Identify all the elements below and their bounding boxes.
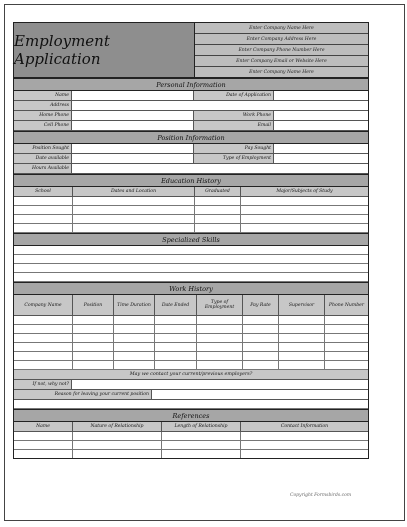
table-row[interactable]	[14, 224, 368, 233]
form-row	[14, 101, 368, 111]
date-of-application-label: Date of Application	[194, 91, 274, 100]
column-header: Name	[14, 422, 73, 431]
if-not-why-field[interactable]	[72, 380, 368, 389]
work-phone-field[interactable]	[274, 111, 368, 120]
name-label: Name	[14, 91, 72, 100]
column-header: Contact Information	[280, 424, 329, 429]
company-line[interactable]: Enter Company Name Here	[195, 23, 368, 34]
table-row[interactable]	[14, 334, 368, 343]
type-of-employment-field[interactable]	[274, 154, 368, 163]
table-row[interactable]	[14, 432, 368, 441]
company-line[interactable]: Enter Company Phone Number Here	[195, 45, 368, 56]
section-work-history: Work History	[14, 282, 368, 295]
reason-for-leaving-field[interactable]	[152, 390, 368, 399]
title-box	[14, 23, 195, 77]
column-header: Graduated	[195, 187, 241, 196]
table-row[interactable]	[14, 343, 368, 352]
form-title: Employment Application	[14, 32, 110, 68]
table-row[interactable]	[14, 215, 368, 224]
cell-phone-label: Cell Phone	[14, 121, 72, 130]
column-header: Supervisor	[279, 295, 325, 315]
form-row	[14, 164, 368, 174]
section-education-history: Education History	[14, 174, 368, 187]
section-specialized-skills: Specialized Skills	[14, 233, 368, 246]
name-field[interactable]	[72, 91, 194, 100]
date-of-application-field[interactable]	[274, 91, 368, 100]
form-header	[14, 23, 368, 78]
home-phone-field[interactable]	[72, 111, 194, 120]
column-header: Date Ended	[155, 295, 197, 315]
form-row	[14, 91, 368, 101]
column-header: Position	[73, 295, 114, 315]
reason-for-leaving-label: Reason for leaving your current position	[14, 390, 152, 399]
table-row[interactable]	[14, 441, 368, 450]
form-row	[14, 380, 368, 390]
company-line[interactable]: Enter Company Email or Website Here	[195, 56, 368, 67]
skills-line[interactable]	[14, 246, 368, 255]
column-header: Length of Relationship	[162, 422, 241, 431]
employment-form	[13, 22, 369, 459]
address-label: Address	[14, 101, 72, 110]
date-available-field[interactable]	[72, 154, 194, 163]
email-field[interactable]	[274, 121, 368, 130]
home-phone-label: Home Phone	[14, 111, 72, 120]
form-row	[14, 144, 368, 154]
type-of-employment-label: Type of Employment	[194, 154, 274, 163]
section-references: References	[14, 409, 368, 422]
skills-line[interactable]	[14, 255, 368, 264]
education-column-headers	[14, 187, 368, 197]
skills-line[interactable]	[14, 273, 368, 282]
work-column-headers	[14, 295, 368, 316]
copyright-footer: Copyright Formsbirds.com	[290, 493, 352, 498]
address-field[interactable]	[72, 101, 368, 110]
table-row[interactable]	[14, 197, 368, 206]
cell-phone-field[interactable]	[72, 121, 194, 130]
work-phone-label: Work Phone	[194, 111, 274, 120]
date-available-label: Date available	[14, 154, 72, 163]
table-row[interactable]	[14, 450, 368, 458]
table-row[interactable]	[14, 316, 368, 325]
pay-sought-field[interactable]	[274, 144, 368, 153]
column-header: School	[14, 187, 73, 196]
position-sought-label: Position Sought	[14, 144, 72, 153]
hours-available-label: Hours Available	[14, 164, 72, 173]
skills-line[interactable]	[14, 264, 368, 273]
column-header: Pay Rate	[243, 295, 279, 315]
form-row	[14, 390, 368, 400]
table-row[interactable]	[14, 325, 368, 334]
column-header: Dates and Location	[73, 187, 195, 196]
table-row[interactable]	[14, 206, 368, 215]
pay-sought-label: Pay Sought	[194, 144, 274, 153]
references-column-headers	[14, 422, 368, 432]
column-header: Nature of Relationship	[73, 422, 162, 431]
table-row[interactable]	[14, 361, 368, 370]
contact-employers-question: May we contact your current/previous employers?	[14, 370, 368, 380]
hours-available-field[interactable]	[72, 164, 368, 173]
column-header: Company Name	[14, 295, 73, 315]
column-header: Type of Employment	[197, 295, 243, 315]
table-row[interactable]	[14, 352, 368, 361]
company-info-lines	[195, 23, 368, 77]
form-row	[14, 154, 368, 164]
company-line[interactable]: Enter Company Address Here	[195, 34, 368, 45]
section-position-information: Position Information	[14, 131, 368, 144]
column-header: Major/Subjects of Study	[276, 189, 333, 194]
form-row	[14, 121, 368, 131]
section-personal-information: Personal Information	[14, 78, 368, 91]
email-label: Email	[194, 121, 274, 130]
column-header: Time Duration	[114, 295, 155, 315]
reason-line[interactable]	[14, 400, 368, 409]
if-not-why-label: If not, why not?	[14, 380, 72, 389]
column-header: Phone Number	[328, 302, 365, 308]
form-row	[14, 111, 368, 121]
position-sought-field[interactable]	[72, 144, 194, 153]
company-line[interactable]: Enter Company Name Here	[195, 67, 368, 77]
